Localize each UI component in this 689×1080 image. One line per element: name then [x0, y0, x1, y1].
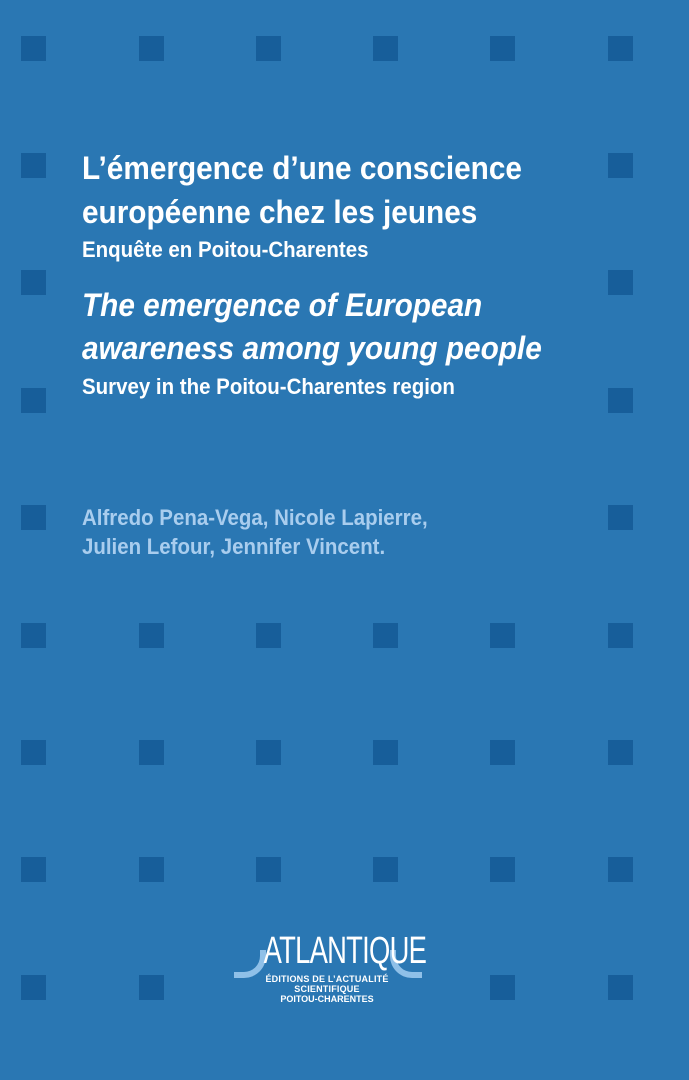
publisher-line1: ÉDITIONS DE L’ACTUALITÉ SCIENTIFIQUE — [265, 974, 389, 994]
decorative-square — [608, 153, 633, 178]
decorative-square — [608, 36, 633, 61]
decorative-square — [256, 36, 281, 61]
decorative-square — [608, 623, 633, 648]
decorative-square — [373, 623, 398, 648]
decorative-square — [608, 975, 633, 1000]
decorative-square — [256, 740, 281, 765]
subtitle-en: Survey in the Poitou-Charentes region — [82, 374, 455, 399]
decorative-square — [256, 857, 281, 882]
subtitle-fr: Enquête en Poitou-Charentes — [82, 237, 369, 262]
decorative-square — [21, 623, 46, 648]
decorative-square — [608, 270, 633, 295]
decorative-square — [490, 975, 515, 1000]
decorative-square — [256, 623, 281, 648]
authors-line2: Julien Lefour, Jennifer Vincent. — [82, 534, 386, 559]
decorative-square — [490, 857, 515, 882]
title-fr-line1: L’émergence d’une conscience — [82, 150, 522, 186]
publisher-name: ATLANTIQUE — [263, 930, 427, 972]
decorative-square — [373, 36, 398, 61]
decorative-square — [21, 975, 46, 1000]
decorative-square — [21, 36, 46, 61]
decorative-square — [139, 623, 164, 648]
decorative-square — [21, 270, 46, 295]
decorative-square — [373, 857, 398, 882]
authors-line1: Alfredo Pena-Vega, Nicole Lapierre, — [82, 505, 428, 530]
decorative-square — [21, 153, 46, 178]
title-en-line1: The emergence of European — [82, 287, 483, 323]
title-en-line2: awareness among young people — [82, 330, 542, 366]
decorative-square — [608, 857, 633, 882]
decorative-square — [139, 857, 164, 882]
decorative-square — [139, 975, 164, 1000]
decorative-square — [373, 740, 398, 765]
decorative-square — [490, 623, 515, 648]
decorative-square — [139, 740, 164, 765]
decorative-square — [139, 36, 164, 61]
decorative-square — [608, 388, 633, 413]
publisher-logo — [232, 930, 427, 1004]
decorative-square — [21, 857, 46, 882]
decorative-square — [608, 505, 633, 530]
title-fr-line2: européenne chez les jeunes — [82, 194, 478, 230]
decorative-square — [21, 388, 46, 413]
decorative-square — [21, 740, 46, 765]
decorative-square — [21, 505, 46, 530]
publisher-line2: POITOU-CHARENTES — [280, 994, 374, 1004]
decorative-square — [490, 740, 515, 765]
decorative-square — [490, 36, 515, 61]
decorative-square — [608, 740, 633, 765]
